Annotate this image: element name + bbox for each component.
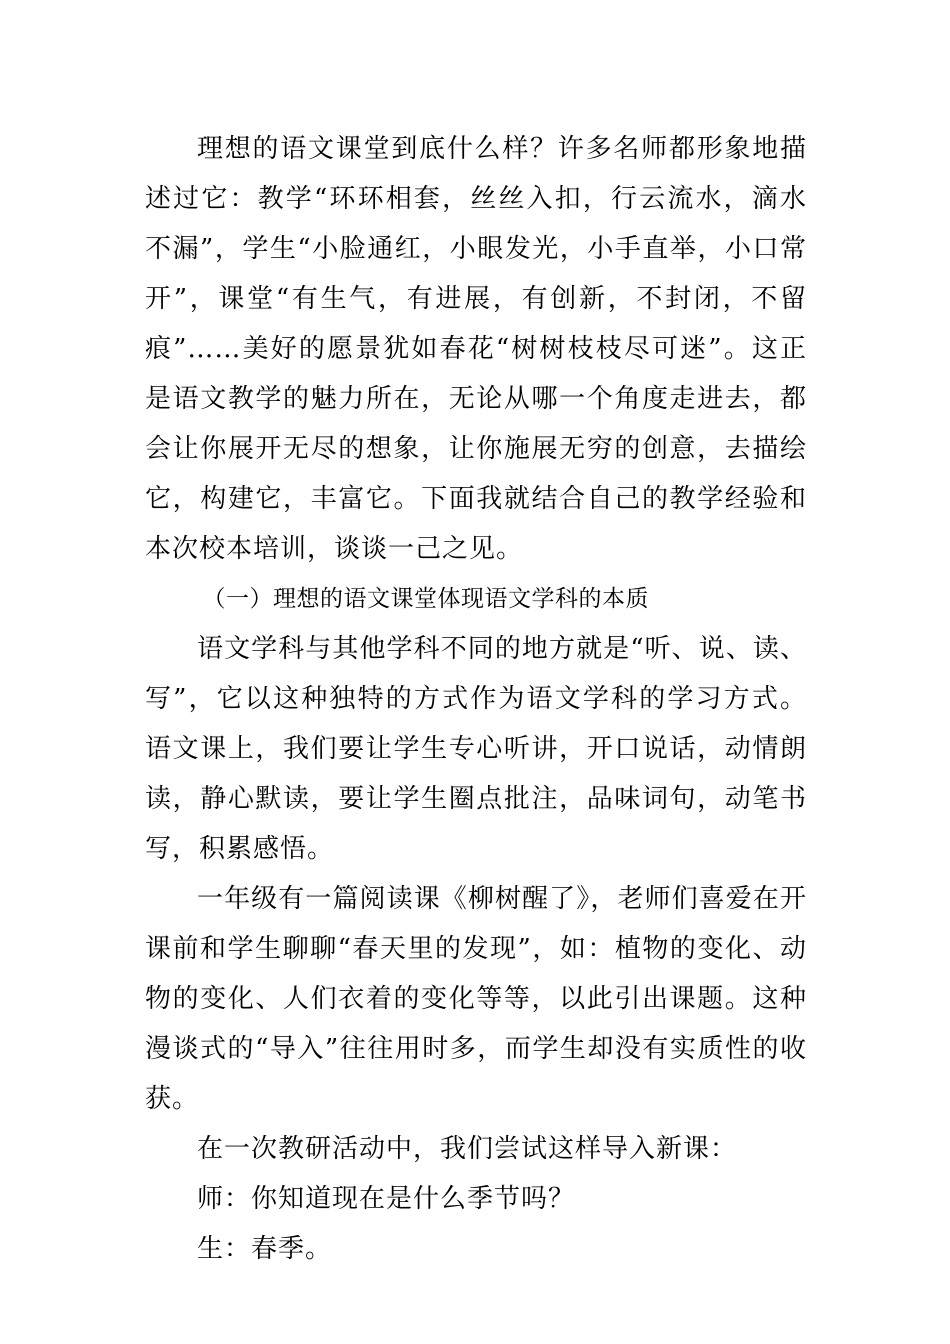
paragraph-example-lesson: 一年级有一篇阅读课《柳树醒了》，老师们喜爱在开课前和学生聊聊“春天里的发现”，如：植物的变化、动物的变化、人们衣着的变化等等，以此引出课题。这种漫谈式的“导入”往往用时多，而学生却没有实质性的收获。 — [145, 884, 807, 1114]
document-body — [145, 124, 807, 1274]
paragraph-intro: 理想的语文课堂到底什么样？许多名师都形象地描述过它：教学“环环相套，丝丝入扣，行云流水，滴水不漏”，学生“小脸通红，小眼发光，小手直举，小口常开”，课堂“有生气，有进展，有创新，不封闭，不留痕”……美好的愿景犹如春花“树树枝枝尽可迷”。这正是语文教学的魅力所在，无论从哪一个角度走进去，都会让你展开无尽的想象，让你施展无穷的创意，去描绘它，构建它，丰富它。下面我就结合自己的教学经验和本次校本培训，谈谈一己之见。 — [145, 134, 807, 564]
dialog-student-line: 生：春季。 — [197, 1234, 333, 1264]
paragraph-research-activity: 在一次教研活动中，我们尝试这样导入新课： — [197, 1134, 738, 1164]
dialog-teacher-line: 师：你知道现在是什么季节吗？ — [197, 1184, 576, 1214]
paragraph-subject-nature: 语文学科与其他学科不同的地方就是“听、说、读、写”，它以这种独特的方式作为语文学科的学习方式。语文课上，我们要让学生专心听讲，开口说话，动情朗读，静心默读，要让学生圈点批注，品味词句，动笔书写，积累感悟。 — [145, 634, 807, 864]
section-heading: （一）理想的语文课堂体现语文学科的本质 — [202, 586, 649, 612]
